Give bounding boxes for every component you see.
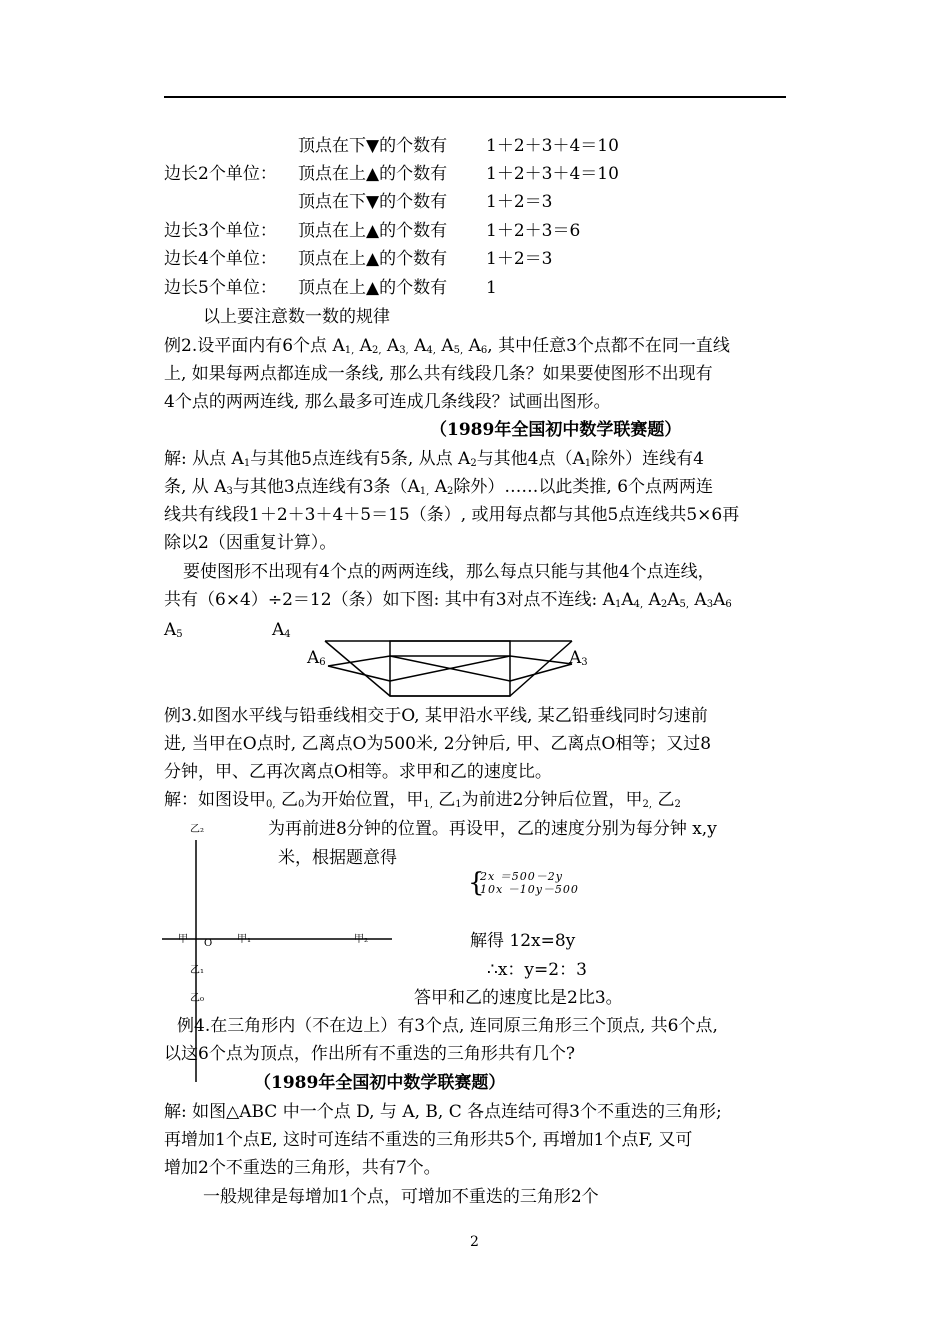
- example4-solution: 解: 如图△ABC 中一个点 D, 与 A, B, C 各点连结可得3个不重迭的三角形;: [164, 1102, 722, 1122]
- table-line: 顶点在上▲的个数有: [298, 249, 448, 269]
- example2-solution: 线共有线段1＋2＋3＋4＋5＝15（条）, 或用每点都与其他5点连线共5×6再: [164, 505, 740, 525]
- example4-solution: 增加2个不重迭的三角形，共有7个。: [164, 1158, 441, 1178]
- example3-question: 例3.如图水平线与铅垂线相交于O, 某甲沿水平线, 某乙铅垂线同时匀速前: [164, 706, 708, 726]
- fig1-label-a4: $A_4$: [272, 620, 291, 640]
- table-line: 顶点在下▼的个数有: [298, 192, 448, 212]
- example2-solution: 解: 从点 $A_1$与其他5点连线有5条, 从点 $A_2$与其他4点（$A_1$除外）连线有4: [164, 449, 704, 469]
- table-row-label: 边长3个单位：: [164, 221, 277, 241]
- table-value: 1＋2＋3＋4＝10: [486, 136, 619, 156]
- example3-question: 分钟，甲、乙再次离点O相等。求甲和乙的速度比。: [164, 762, 552, 782]
- example3-solution: 米，根据题意得: [278, 848, 397, 868]
- example2-solution: 共有（6×4）÷2＝12（条）如下图: 其中有3对点不连线: $A_1A_{4,}$ $A_2A_{5,}$ $A_3A_6$: [164, 590, 732, 610]
- fig2-label-o: O: [204, 938, 213, 949]
- example4-solution: 一般规律是每增加1个点，可增加不重迭的三角形2个: [203, 1187, 599, 1207]
- example3-question: 进, 当甲在O点时, 乙离点O为500米, 2分钟后, 甲、乙离点O相等；又过8: [164, 734, 712, 754]
- table-value: 1＋2＝3: [486, 249, 553, 269]
- equation-line-2: 10x －10y－500: [480, 883, 579, 896]
- example2-question: 例2.设平面内有6个点 $A_{1,}$ $A_{2,}$ $A_{3,}$ $A_{4,}$ $A_{5,}$ $A_6$, 其中任意3个点都不在同一直线: [164, 336, 730, 356]
- solution-result: 解得 12x=8y: [470, 931, 576, 951]
- fig2-label-jia1: 甲₁: [237, 934, 252, 945]
- fig1-label-a3: $A_3$: [569, 648, 588, 668]
- hexagon-connections-figure: [320, 636, 580, 702]
- table-value: 1＋2＋3＋4＝10: [486, 164, 619, 184]
- example4-source: （1989年全国初中数学联赛题）: [254, 1073, 506, 1093]
- example4-question: 以这6个点为顶点，作出所有不重迭的三角形共有几个?: [164, 1044, 575, 1064]
- example3-solution: 解：如图设甲$_{0,}$ 乙$_0$为开始位置，甲$_{1,}$ 乙$_1$为前进2分钟后位置，甲$_{2,}$ 乙$_2$: [164, 790, 681, 810]
- table-value: 1＋2＋3＝6: [486, 221, 581, 241]
- example2-question: 4个点的两两连线, 那么最多可连成几条线段？试画出图形。: [164, 392, 611, 412]
- note-line: 以上要注意数一数的规律: [203, 307, 390, 327]
- fig2-label-jia2: 甲₂: [354, 934, 369, 945]
- example4-question: 例4.在三角形内（不在边上）有3个点, 连同原三角形三个顶点, 共6个点,: [177, 1016, 718, 1036]
- header-rule: [164, 96, 786, 98]
- table-line: 顶点在上▲的个数有: [298, 278, 448, 298]
- table-line: 顶点在下▼的个数有: [298, 136, 448, 156]
- fig2-label-yi2: 乙₂: [190, 824, 205, 835]
- table-row-label: 边长4个单位：: [164, 249, 277, 269]
- equation-brace: {: [468, 868, 485, 898]
- example4-solution: 再增加1个点E, 这时可连结不重迭的三角形共5个, 再增加1个点F, 又可: [164, 1130, 693, 1150]
- solution-answer: 答甲和乙的速度比是2比3。: [414, 988, 623, 1008]
- example2-solution: 除以2（因重复计算）。: [164, 533, 337, 553]
- example2-solution: 条, 从 $A_3$与其他3点连线有3条（$A_{1,}$ $A_2$除外）……以此类推, 6个点两两连: [164, 477, 714, 497]
- fig2-label-yi1: 乙₁: [190, 965, 205, 976]
- table-row-label: 边长5个单位：: [164, 278, 277, 298]
- fig1-label-a5: $A_5$: [164, 620, 183, 640]
- solution-ratio: ∴x：y=2：3: [487, 960, 587, 980]
- page-number: 2: [470, 1234, 479, 1250]
- example2-question: 上, 如果每两点都连成一条线, 那么共有线段几条？如果要使图形不出现有: [164, 364, 713, 384]
- fig2-label-jia: 甲: [178, 934, 188, 945]
- equation-line-1: 2x ＝500－2y: [480, 870, 563, 883]
- table-line: 顶点在上▲的个数有: [298, 221, 448, 241]
- fig2-label-yi0: 乙₀: [190, 993, 205, 1004]
- fig1-label-a6: $A_6$: [307, 648, 326, 668]
- example2-solution: 要使图形不出现有4个点的两两连线，那么每点只能与其他4个点连线，: [183, 562, 715, 582]
- table-value: 1: [486, 278, 497, 298]
- example3-solution: 为再前进8分钟的位置。再设甲，乙的速度分别为每分钟 x,y: [268, 819, 717, 839]
- table-line: 顶点在上▲的个数有: [298, 164, 448, 184]
- table-row-label: 边长2个单位：: [164, 164, 277, 184]
- table-value: 1＋2＝3: [486, 192, 553, 212]
- example2-source: （1989年全国初中数学联赛题）: [430, 420, 682, 440]
